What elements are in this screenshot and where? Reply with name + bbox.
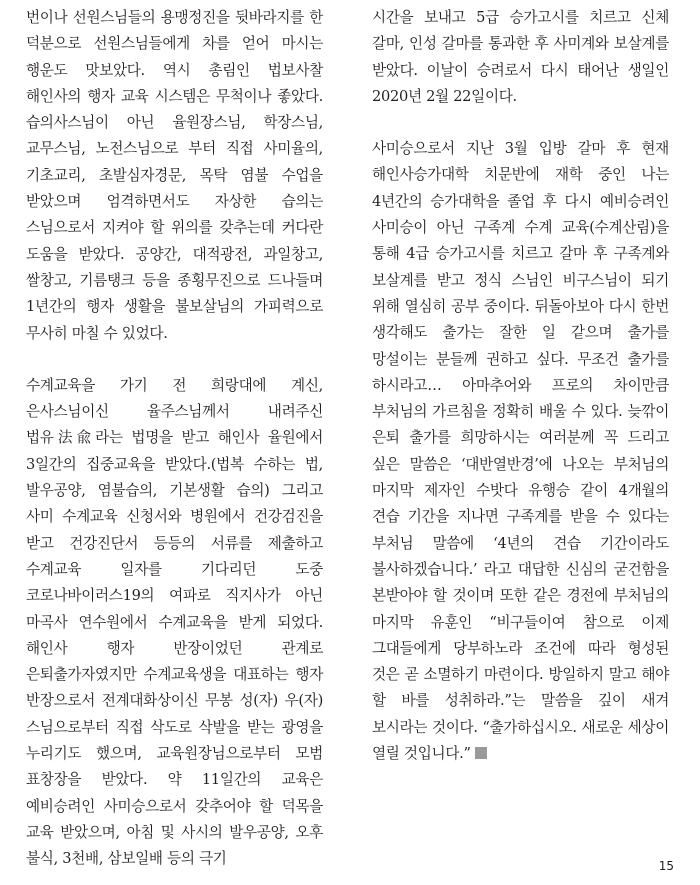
right-column: [372, 5, 669, 767]
left-column: [26, 5, 323, 873]
end-mark-icon: [475, 747, 487, 759]
body-paragraph: 수계교육을 가기 전 희랑대에 계신, 은사스님이신 율주스님께서 내려주신 법유法兪라는 법명을 받고 해인사 율원에서 3일간의 집중교육을 받았다.(법복 수하는 법, 발우공양, 염불습의, 기본생활 습의) 그리고 사미 수계교육 신청서와 병원에서 건강검진을 받고 건강진단서 등등의 서류를 제출하고 수계교육 일자를 기다리던 도중 코로나바이러스19의 여파로 직지사가 아닌 마곡사 연수원에서 수계교육을 받게 되었다. 해인사 행자 반장이었던 관계로 은퇴출가자였지만 수계교육생을 대표하는 행자 반장으로서 전계대화상이신 무봉 성(자) 우(자) 스님으로부터 직접 삭도로 삭발을 받는 광영을 누리기도 했으며, 교육원장님으로부터 모범 표창장을 받았다. 약 11일간의 교육은 예비승려인 사미승으로서 갖추어야 할 덕목을 교육 받았으며, 아침 및 사시의 발우공양, 오후 불식, 3천배, 삼보일배 등의 극기: [26, 376, 323, 868]
body-paragraph-final: [372, 136, 669, 767]
body-paragraph: 번이나 선원스님들의 용맹정진을 뒷바라지를 한 덕분으로 선원스님들에게 차를 얻어 마시는 행운도 맛보았다. 역시 총림인 법보사찰 해인사의 행자 교육 시스템은 무척이나 좋았다. 습의사스님이 아닌 율원장스님, 학장스님, 교무스님, 노전스님으로 부터 직접 사미율의, 기초교리, 초발심자경문, 목탁 염불 수업을 받았으며 엄격하면서도 자상한 습의는 스님으로서 지켜야 할 위의를 갖추는데 커다란 도움을 받았다. 공양간, 대적광전, 과일창고, 쌀창고, 기름탱크 등을 종횡무진으로 드나들며 1년간의 행자 생활을 불보살님의 가피력으로 무사히 마칠 수 있었다.: [26, 9, 323, 342]
body-paragraph: 시간을 보내고 5급 승가고시를 치르고 신체 갈마, 인성 갈마를 통과한 후 사미계와 보살계를 받았다. 이날이 승려로서 다시 태어난 생일인 2020년 2월 22일이다.: [372, 9, 669, 105]
body-paragraph-text: 사미승으로서 지난 3월 입방 갈마 후 현재 해인사승가대학 치문반에 재학 중인 나는 4년간의 승가대학을 졸업 후 다시 예비승려인 사미승이 아닌 구족계 수계 교육(수계산림)을 통해 4급 승가고시를 치르고 갈마 후 구족계와 보살계를 받고 정식 스님인 비구스님이 되기 위해 열심히 공부 중이다. 뒤돌아보아 다시 한번 생각해도 출가는 잘한 일 같으며 출가를 망설이는 분들께 권하고 싶다. 무조건 출가를 하시라고… 아마추어와 프로의 차이만큼 부처님의 가르침을 정확히 배울 수 있다. 늦깎이 은퇴 출가를 희망하시는 여러분께 꼭 드리고 싶은 말씀은 ‘대반열반경’에 나오는 부처님의 마지막 제자인 수밧다 유행승 같이 4개월의 견습 기간을 지나면 구족계를 받을 수 있다는 부처님 말씀에 ‘4년의 견습 기간이라도 불사하겠습니다.’ 라고 대답한 신심의 굳건함을 본받아야 할 것이며 또한 같은 경전에 부처님의 마지막 유훈인 “비구들이여 참으로 이제 그대들에게 당부하노라 조건에 따라 형성된 것은 곧 소멸하기 마련이다. 방일하지 말고 해야 할 바를 성취하라.”는 말씀을 깊이 새겨 보시라는 것이다. “출가하십시오. 새로운 세상이 열릴 것입니다.”: [372, 140, 669, 763]
page-number: 15: [658, 859, 674, 873]
